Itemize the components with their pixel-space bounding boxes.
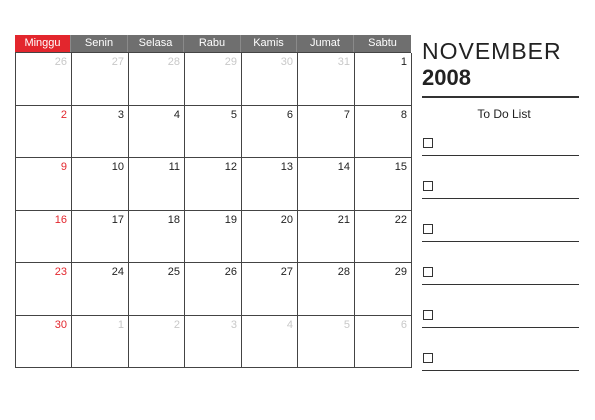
day-number: 3 [117, 108, 124, 121]
day-number: 1 [400, 56, 407, 68]
day-number: 28 [167, 56, 180, 68]
day-cell[interactable] [16, 106, 72, 159]
day-cell[interactable] [298, 263, 355, 316]
day-cell[interactable] [16, 316, 72, 369]
day-number: 31 [337, 56, 350, 68]
day-number: 3 [230, 318, 237, 331]
day-cell[interactable] [129, 211, 185, 264]
day-cell[interactable] [185, 316, 242, 369]
day-number: 5 [230, 108, 237, 121]
day-number: 29 [394, 266, 407, 278]
day-cell[interactable] [242, 106, 298, 159]
day-number: 15 [394, 161, 407, 173]
day-cell[interactable] [298, 211, 355, 264]
day-number: 27 [111, 56, 124, 68]
day-cell[interactable] [16, 53, 72, 106]
day-number: 6 [400, 318, 407, 331]
todo-write-line[interactable] [422, 370, 579, 371]
day-number: 29 [224, 56, 237, 68]
day-number: 19 [224, 213, 237, 226]
todo-write-line[interactable] [422, 198, 579, 199]
day-number: 2 [173, 318, 180, 331]
checkbox-icon[interactable] [423, 224, 433, 234]
divider [422, 96, 579, 98]
todo-item [422, 297, 580, 340]
year-title: 2008 [422, 65, 471, 90]
todo-item [422, 168, 580, 211]
checkbox-icon[interactable] [423, 138, 433, 148]
day-cell[interactable] [72, 53, 129, 106]
day-cell[interactable] [129, 316, 185, 369]
day-number: 25 [167, 266, 180, 278]
todo-item [422, 254, 580, 297]
day-cell[interactable] [242, 263, 298, 316]
day-cell[interactable] [242, 53, 298, 106]
day-cell[interactable] [72, 316, 129, 369]
weekday-header-cell: Jumat [297, 35, 354, 52]
day-cell[interactable] [129, 158, 185, 211]
day-cell[interactable] [185, 53, 242, 106]
day-number: 1 [117, 318, 124, 331]
todo-list [422, 125, 580, 383]
day-cell[interactable] [355, 263, 412, 316]
day-number: 11 [168, 161, 180, 173]
day-cell[interactable] [355, 316, 412, 369]
day-number: 2 [60, 108, 67, 121]
todo-item [422, 125, 580, 168]
day-number: 6 [286, 108, 293, 121]
day-number: 10 [111, 161, 124, 173]
todo-write-line[interactable] [422, 327, 579, 328]
day-number: 12 [224, 161, 237, 173]
todo-write-line[interactable] [422, 241, 579, 242]
day-number: 30 [54, 318, 67, 331]
day-cell[interactable] [298, 316, 355, 369]
day-cell[interactable] [16, 211, 72, 264]
day-cell[interactable] [185, 158, 242, 211]
weekday-header-cell: Senin [71, 35, 128, 52]
weekday-header-cell: Selasa [128, 35, 184, 52]
todo-item [422, 340, 580, 383]
day-cell[interactable] [185, 106, 242, 159]
day-cell[interactable] [355, 106, 412, 159]
day-number: 14 [337, 161, 350, 173]
day-cell[interactable] [129, 53, 185, 106]
day-number: 22 [394, 213, 407, 226]
day-number: 13 [280, 161, 293, 173]
day-cell[interactable] [242, 316, 298, 369]
day-number: 4 [173, 108, 180, 121]
weekday-header-cell: Sabtu [354, 35, 411, 52]
day-cell[interactable] [72, 106, 129, 159]
day-number: 17 [111, 213, 124, 226]
todo-title: To Do List [477, 107, 531, 121]
day-cell[interactable] [72, 158, 129, 211]
day-number: 16 [54, 213, 67, 226]
day-number: 26 [224, 266, 237, 278]
calendar [15, 35, 411, 368]
todo-item [422, 211, 580, 254]
day-cell[interactable] [129, 106, 185, 159]
day-number: 30 [280, 56, 293, 68]
day-number: 20 [280, 213, 293, 226]
side-panel [422, 35, 580, 383]
day-cell[interactable] [242, 211, 298, 264]
day-cell[interactable] [298, 106, 355, 159]
day-number: 28 [337, 266, 350, 278]
day-cell[interactable] [16, 263, 72, 316]
day-number: 24 [111, 266, 124, 278]
day-number: 18 [167, 213, 180, 226]
day-cell[interactable] [298, 53, 355, 106]
checkbox-icon[interactable] [423, 181, 433, 191]
checkbox-icon[interactable] [423, 310, 433, 320]
day-cell[interactable] [72, 263, 129, 316]
weekday-header-cell: Kamis [241, 35, 297, 52]
day-cell[interactable] [355, 211, 412, 264]
day-number: 21 [337, 213, 350, 226]
weekday-header [15, 35, 411, 52]
day-cell[interactable] [72, 211, 129, 264]
weekday-header-cell: Rabu [184, 35, 241, 52]
calendar-grid [15, 52, 411, 368]
day-number: 23 [54, 266, 67, 278]
day-cell[interactable] [355, 53, 412, 106]
day-number: 7 [343, 108, 350, 121]
day-number: 27 [280, 266, 293, 278]
day-cell[interactable] [355, 158, 412, 211]
day-number: 9 [60, 161, 67, 173]
day-number: 8 [400, 108, 407, 121]
day-number: 26 [54, 56, 67, 68]
weekday-header-cell: Minggu [15, 35, 71, 52]
day-cell[interactable] [129, 263, 185, 316]
day-cell[interactable] [242, 158, 298, 211]
day-number: 5 [343, 318, 350, 331]
checkbox-icon[interactable] [423, 353, 433, 363]
day-number: 4 [286, 318, 293, 331]
day-cell[interactable] [185, 263, 242, 316]
day-cell[interactable] [16, 158, 72, 211]
todo-write-line[interactable] [422, 155, 579, 156]
day-cell[interactable] [298, 158, 355, 211]
todo-write-line[interactable] [422, 284, 579, 285]
day-cell[interactable] [185, 211, 242, 264]
month-title: NOVEMBER [422, 38, 562, 64]
checkbox-icon[interactable] [423, 267, 433, 277]
